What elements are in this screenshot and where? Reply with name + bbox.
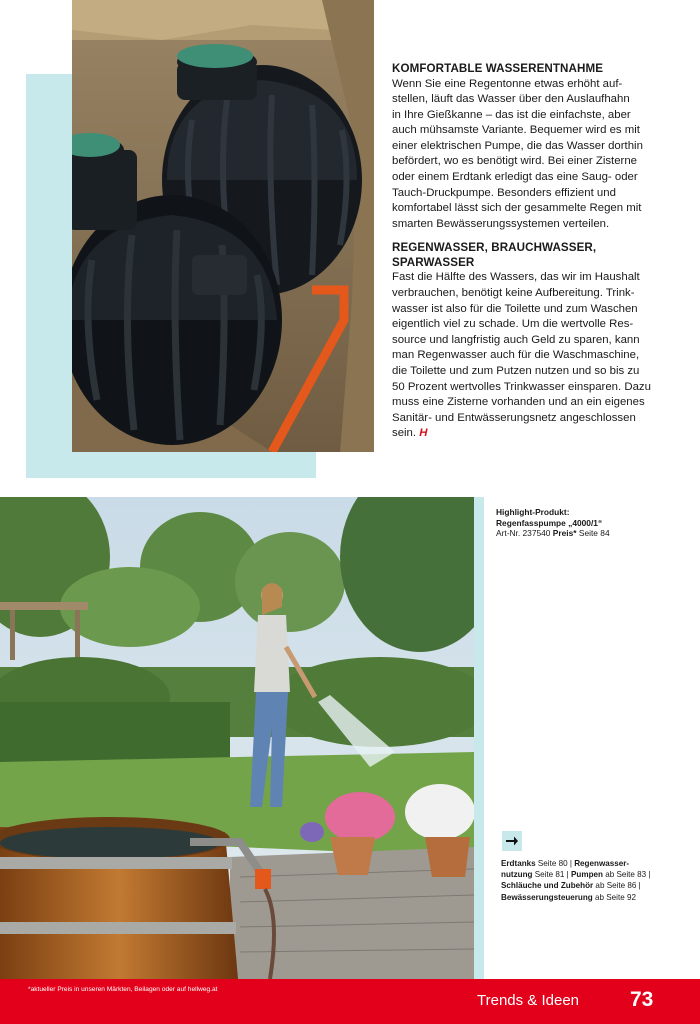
page-reference: Seite 84: [578, 528, 610, 539]
ref-page: Seite 80 |: [535, 859, 575, 868]
text-line: verbrauchen, benötigt keine Aufbereitung. Trink-: [392, 287, 635, 300]
text-line: komfortabel lässt sich der gesammelte Regen mit: [392, 202, 642, 215]
price-label: Preis*: [552, 528, 577, 539]
text-line: source und langfristig auch Geld zu sparen, kann: [392, 333, 640, 346]
highlight-product-box: [496, 507, 686, 539]
text-line: einer elektrischen Pumpe, die das Wasser dorthin: [392, 139, 643, 152]
text-line: sein.: [392, 427, 417, 440]
text-line: wasser ist also für die Toilette und zum Waschen: [392, 302, 638, 315]
text-line: in Ihre Gießkanne – das ist die einfachste, aber: [392, 108, 631, 121]
highlight-product-name: Regenfasspumpe „4000/1“: [496, 517, 603, 528]
ref-name: Schläuche und Zubehör: [501, 881, 594, 891]
ref-page: Seite 81 |: [532, 870, 572, 880]
ref-name: Bewässerungsteuerung: [501, 892, 593, 902]
text-line: oder einem Erdtank erledigt das eine Saug- oder: [392, 171, 638, 184]
section-heading: [392, 241, 660, 270]
heading-line: SPARWASSER: [392, 255, 475, 269]
highlight-details: [496, 528, 686, 539]
ref-name: Pumpen: [571, 870, 603, 880]
page-number: 73: [630, 988, 654, 1011]
text-line: stellen, läuft das Wasser über den Auslaufhahn: [392, 93, 630, 106]
rainwater-tanks-photo: [72, 0, 374, 452]
garden-watering-photo: [0, 497, 474, 979]
text-line: muss eine Zisterne vorhanden und an ein eigenes: [392, 396, 645, 409]
end-mark-logo: H: [419, 427, 428, 440]
arrow-right-icon: [506, 836, 518, 846]
text-line: Sanitär- und Entwässerungsnetz angeschlossen: [392, 411, 636, 424]
article-text: [392, 62, 660, 442]
text-line: befördert, wo es benötigt wird. Bei einer Zisterne: [392, 155, 638, 168]
arrow-box: [502, 831, 522, 851]
paragraph: [392, 270, 660, 442]
ref-name: Erdtanks: [501, 859, 536, 868]
text-line: eigentlich viel zu schade. Um die wertvolle Res-: [392, 318, 634, 331]
ref-page: ab Seite 83 |: [602, 870, 651, 880]
text-line: Fast die Hälfte des Wassers, das wir im Haushalt: [392, 271, 640, 284]
ref-page: ab Seite 86 |: [593, 881, 641, 891]
page-references: [501, 858, 671, 903]
footer-bar: [0, 979, 700, 1024]
text-line: die Toilette und zum Putzen nutzen und so bis zu: [392, 365, 640, 377]
price-footnote: *aktueller Preis in unseren Märkten, Beilagen oder auf hellweg.at: [28, 986, 218, 993]
text-line: Wenn Sie eine Regentonne etwas erhöht auf-: [392, 77, 623, 90]
text-line: 50 Prozent wertvolles Trinkwasser einsparen. Dazu: [392, 380, 651, 393]
heading-line: REGENWASSER, BRAUCHWASSER,: [392, 241, 597, 255]
ref-name: nutzung: [501, 870, 533, 880]
accent-strip: [474, 497, 484, 979]
ref-name: Regenwasser-: [574, 859, 630, 868]
text-line: man Regenwasser auch für die Waschmaschine,: [392, 349, 640, 362]
section-heading: KOMFORTABLE WASSERENTNAHME: [392, 62, 604, 75]
text-line: smarten Bewässerungssystemen verteilen.: [392, 217, 610, 230]
text-line: Tauch-Druckpumpe. Besonders effizient und: [392, 186, 616, 199]
ref-page: ab Seite 92: [592, 892, 636, 902]
text-line: auch mühsamste Variante. Bequemer wird es mit: [392, 124, 640, 137]
paragraph: [392, 77, 660, 233]
section-name: Trends & Ideen: [477, 992, 580, 1009]
highlight-title: Highlight-Produkt:: [496, 507, 570, 517]
article-number: Art-Nr. 237540: [496, 528, 551, 539]
